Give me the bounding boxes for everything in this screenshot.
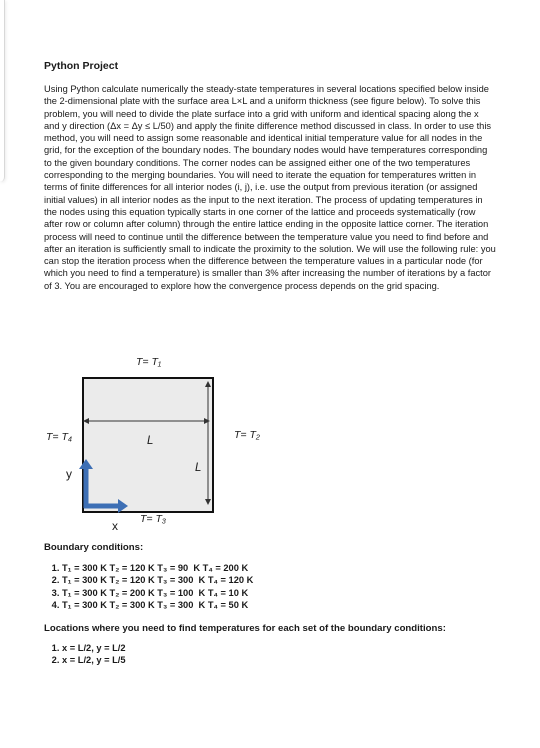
plate-diagram [38, 352, 278, 538]
boundary-conditions-list [44, 562, 502, 612]
bottom-boundary-label: T= T₃ [140, 513, 167, 525]
x-axis-label: x [112, 519, 118, 533]
left-boundary-label: T= T₄ [46, 431, 73, 443]
list-item: 4. T₁ = 300 K T₂ = 300 K T₃ = 300 K T₄ = 50 K [62, 599, 502, 611]
y-axis-arrow-icon [79, 459, 93, 508]
page-edge-shadow [0, 0, 5, 182]
top-boundary-label: T= T₁ [136, 356, 162, 368]
height-label: L [195, 462, 202, 474]
width-dimension-arrow [83, 418, 210, 424]
boundary-conditions-heading: Boundary conditions: [44, 542, 144, 553]
list-item: 3. T₁ = 300 K T₂ = 200 K T₃ = 100 K T₄ = 10 K [62, 587, 502, 599]
width-label: L [147, 435, 154, 447]
locations-list [44, 642, 502, 667]
locations-heading: Locations where you need to find temperatures for each set of the boundary conditions: [44, 623, 446, 634]
list-item: 2. x = L/2, y = L/5 [62, 654, 502, 666]
problem-description: Using Python calculate numerically the steady-state temperatures in several locations specified below inside the 2-dimensional plate with the surface area L×L and a uniform thickness (see figure below). To solve this problem, you will need to divide the plate surface into a grid with uniform and identical spacing along the x and y direction (Δx = Δy ≤ L/50) and apply the finite difference method discussed in class. In order to use this method, you will need to assign some reasonable and identical initial temperature value for all nodes in the grid, for the exception of the boundary nodes. The boundary nodes would have temperatures corresponding to the given boundary conditions. The corner nodes can be assigned either one of the two temperatures corresponding to the merging boundaries. You will need to iterate the equation for temperatures written in terms of finite differences for all interior nodes (i, j), i.e. use the output from previous iteration (or assigned initial values) in all interior nodes as the input to the next iteration. The process of updating temperatures in the nodes using this equation typically starts in one corner of the lattice and proceeds systematically (row after row or column after column) through the entire lattice ending in the opposite lattice corner. The iteration process will need to continue until the difference between the temperature value you need to find before and after an iteration is sufficiently small to indicate the proximity to the solution. We will use the following rule: you can stop the iteration process when the difference between the temperature values in a particular node (for which you need to find a temperature) is smaller than 3% after increasing the number of iterations by a factor of 3. You are encouraged to explore how the convergence process depends on the grid spacing. [44, 84, 496, 291]
height-dimension-arrow [205, 381, 211, 505]
list-item: 2. T₁ = 300 K T₂ = 120 K T₃ = 300 K T₄ = 120 K [62, 574, 502, 586]
page-title: Python Project [44, 60, 119, 72]
y-axis-label: y [66, 467, 72, 481]
document-body [44, 60, 496, 292]
list-item: 1. x = L/2, y = L/2 [62, 642, 502, 654]
right-boundary-label: T= T₂ [234, 429, 260, 441]
list-item: 1. T₁ = 300 K T₂ = 120 K T₃ = 90 K T₄ = 200 K [62, 562, 502, 574]
x-axis-arrow-icon [84, 499, 128, 513]
diagram-arrows [38, 352, 278, 538]
